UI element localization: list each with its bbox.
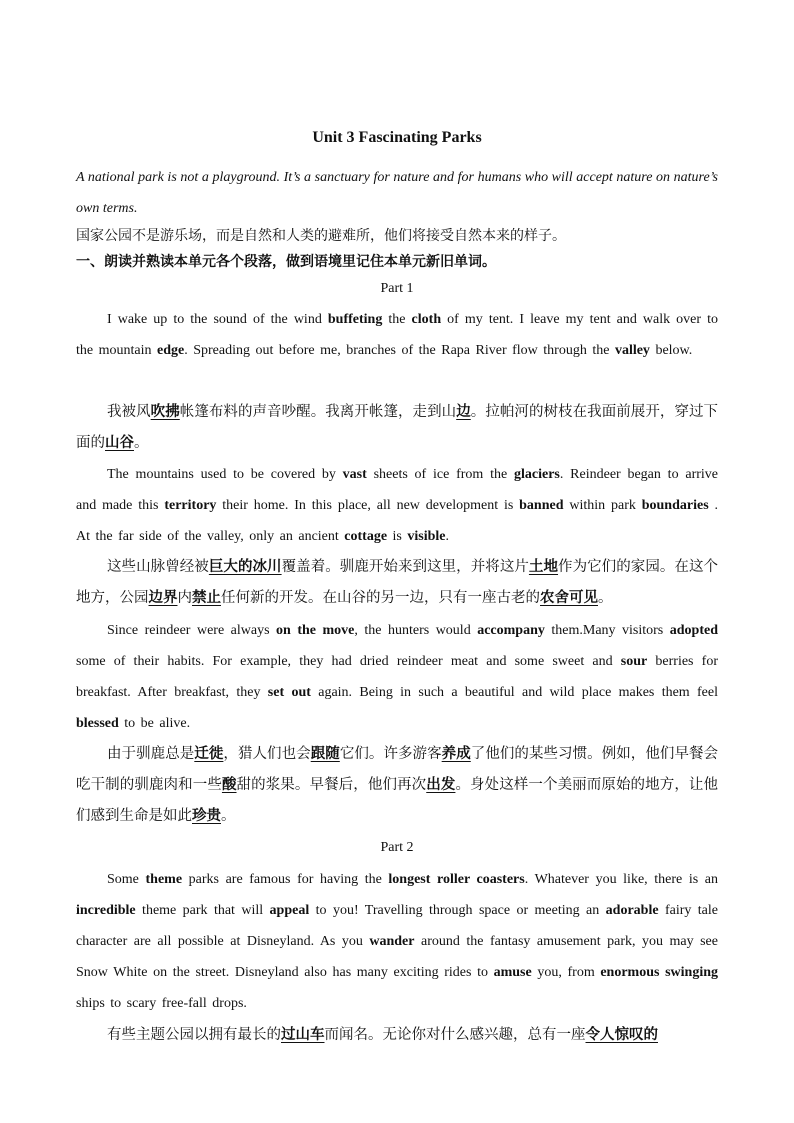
vocab-word: accompany [477,623,545,638]
text-run: to you! Travelling through space or meeting an [309,903,606,918]
quote-english: A national park is not a playground. It’s a sanctuary for nature and for humans who will accept nature on nature’s own terms. [76,170,718,216]
text-run: 甜的浆果。早餐后，他们再次 [236,777,427,793]
part-1-paragraph-2-cn [76,552,718,614]
vocab-word: banned [519,498,564,513]
text-run: , the hunters would [354,623,478,638]
text-run: again. Being in such a beautiful and wild place makes them feel [310,685,718,700]
vocab-word: visible [407,529,446,544]
text-run: the [382,312,412,327]
vocab-word: appeal [269,903,310,918]
page-title: Unit 3 Fascinating Parks [312,129,482,146]
text-run: below. [649,343,693,358]
text-run: . Whatever you like, there is an [524,872,718,887]
text-run: is [387,529,408,544]
quote-chinese: 国家公园不是游乐场，而是自然和人类的避难所，他们将接受自然本来的样子。 [76,228,566,244]
vocab-word: adorable [605,903,659,918]
vocab-translation: 珍贵 [192,808,221,824]
vocab-word: on the move [276,623,355,638]
text-run: 这些山脉曾经被 [107,559,209,575]
text-run: Since reindeer were always [107,623,277,638]
vocab-translation: 边界 [148,590,178,606]
part-2-title: Part 2 [380,840,414,855]
text-run: 。身处这样一个美丽而原始的地方，让他们感到生命是如此 [76,777,719,824]
vocab-translation: 令人惊叹的 [585,1027,658,1043]
vocab-word: sour [620,654,648,669]
vocab-word: cottage [344,529,388,544]
text-run: within park [563,498,642,513]
vocab-word: enormous swinging [600,965,718,980]
text-run: . [445,529,450,544]
part-1-paragraph-1-en [76,304,718,366]
vocab-translation: 农舍可见 [540,590,598,606]
text-run: I wake up to the sound of the wind [107,312,328,327]
part-1-title: Part 1 [380,281,414,296]
vocab-word: theme [145,872,183,887]
text-run: sheets of ice from the [366,467,514,482]
vocab-translation: 酸 [221,777,237,793]
text-run: 内 [177,590,192,606]
vocab-translation: 巨大的冰川 [208,559,282,575]
vocab-translation: 土地 [528,559,559,575]
text-run: 。 [598,590,613,606]
text-run: theme park that will [135,903,270,918]
text-run: 我被风 [107,404,151,420]
part-2-paragraph-1-cn [76,1020,718,1051]
vocab-translation: 养成 [441,746,471,762]
vocab-word: buffeting [327,312,383,327]
vocab-translation: 禁止 [192,590,221,606]
vocab-word: valley [614,343,650,358]
text-run: around the fantasy amusement park, you may see Snow White on the street. Disneyland also has many exciting rides to [76,934,718,980]
vocab-translation: 迁徙 [194,746,224,762]
part-2-paragraph-1-en [76,864,718,1019]
text-run: their home. In this place, all new development is [216,498,520,513]
instruction-heading: 一、朗读并熟读本单元各个段落，做到语境里记住本单元新旧单词。 [76,254,496,270]
text-run: them.Many visitors [544,623,670,638]
text-run: Some [107,872,146,887]
part-1-paragraph-1-cn [76,397,718,459]
vocab-translation: 吹拂 [150,404,180,420]
vocab-word: cloth [411,312,442,327]
text-run: of my tent. I leave my tent and walk over to the mountain [76,312,718,358]
vocab-translation: 过山车 [281,1027,325,1043]
vocab-translation: 跟随 [310,746,340,762]
text-run: some of their habits. For example, they had dried reindeer meat and some sweet and [76,654,621,669]
vocab-word: incredible [76,903,136,918]
text-run: fairy tale character are all possible at Disneyland. As you [76,903,718,949]
vocab-word: vast [342,467,367,482]
vocab-word: glaciers [514,467,560,482]
text-run: 帐篷布料的声音吵醒。我离开帐篷，走到山 [179,404,457,420]
text-run: 。 [134,435,149,451]
text-run: 作为它们的家园。在这个地方，公园 [76,559,719,606]
vocab-word: amuse [493,965,532,980]
text-run: 。拉帕河的树枝在我面前展开，穿过下面的 [76,404,719,451]
text-run: parks are famous for having the [182,872,389,887]
vocab-word: adopted [669,623,718,638]
text-run: ，猎人们也会 [223,746,311,762]
vocab-translation: 山谷 [105,435,134,451]
part-1-paragraph-3-cn [76,739,718,832]
text-run: . Reindeer began to arrive and made this [76,467,718,513]
vocab-word: boundaries [641,498,709,513]
vocab-word: wander [369,934,415,949]
text-run: ships to scary free-fall drops. [76,996,247,1011]
vocab-word: blessed [76,716,119,731]
text-run: 有些主题公园以拥有最长的 [107,1027,281,1043]
text-run: to be alive. [118,716,191,731]
text-run: 它们。许多游客 [339,746,442,762]
vocab-word: set out [267,685,311,700]
part-1-paragraph-2-en [76,459,718,552]
text-run: . At the far side of the valley, only an ancient [76,498,719,544]
vocab-word: territory [164,498,217,513]
vocab-translation: 边 [456,404,471,420]
text-run: 任何新的开发。在山谷的另一边，只有一座古老的 [221,590,540,606]
text-run: The mountains used to be covered by [107,467,343,482]
text-run: you, from [531,965,601,980]
vocab-word: edge [157,343,185,358]
text-run: 而闻名。无论你对什么感兴趣，总有一座 [324,1027,586,1043]
text-run: . Spreading out before me, branches of the Rapa River flow through the [184,343,615,358]
text-run: 由于驯鹿总是 [107,746,195,762]
part-1-paragraph-3-en [76,615,718,739]
text-run: 。 [221,808,236,824]
text-run: 覆盖着。驯鹿开始来到这里，并将这片 [281,559,529,575]
vocab-word: longest roller coasters [388,872,525,887]
vocab-translation: 出发 [426,777,456,793]
text-run: 了他们的某些习惯。例如，他们早餐会吃干制的驯鹿肉和一些 [76,746,719,793]
text-run: berries for breakfast. After breakfast, they [76,654,718,700]
